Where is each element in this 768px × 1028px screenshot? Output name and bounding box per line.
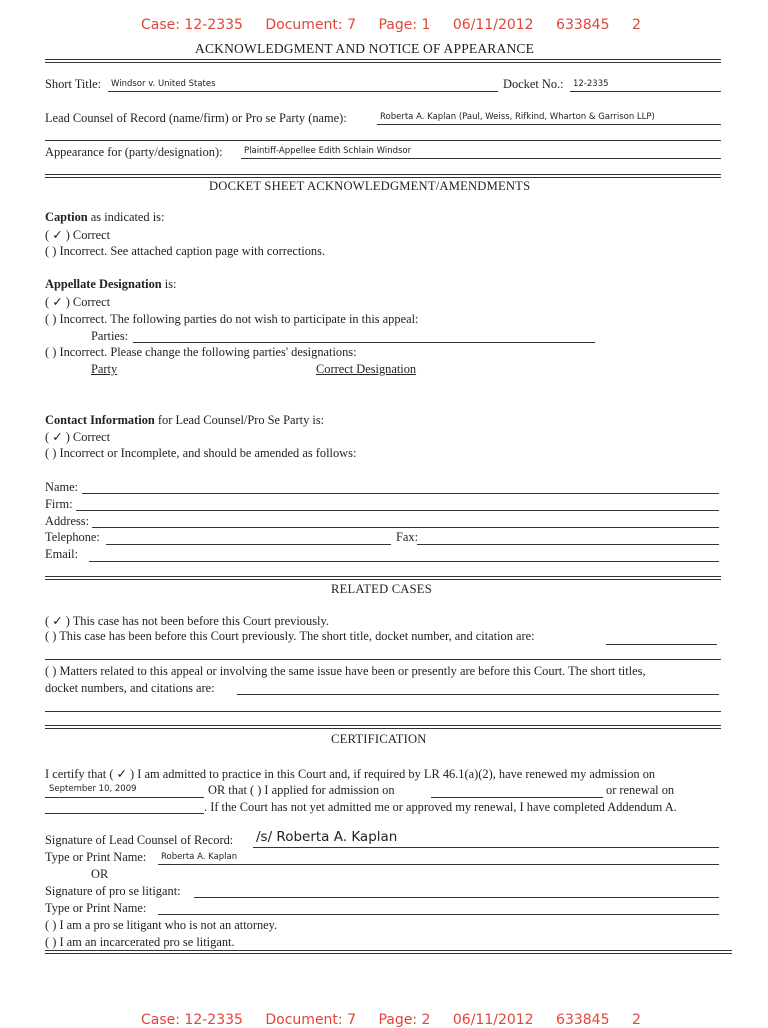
address-line[interactable] bbox=[92, 527, 719, 528]
docket-section-heading: DOCKET SHEET ACKNOWLEDGMENT/AMENDMENTS bbox=[209, 179, 531, 193]
address-label: Address: bbox=[45, 514, 90, 528]
header-count: 2 bbox=[631, 17, 641, 33]
incarcerated-option[interactable]: ( ) I am an incarcerated pro se litigant. bbox=[45, 935, 235, 949]
email-label: Email: bbox=[45, 547, 79, 561]
appellate-correct[interactable]: ( ✓ ) Correct bbox=[45, 295, 111, 309]
form-title: ACKNOWLEDGMENT AND NOTICE OF APPEARANCE bbox=[195, 41, 535, 56]
header-document: Document: 7 bbox=[265, 17, 356, 33]
pro-se-sig-line[interactable] bbox=[194, 897, 719, 898]
short-title-label: Short Title: bbox=[45, 77, 102, 91]
lead-counsel-line bbox=[377, 124, 721, 125]
not-attorney-option[interactable]: ( ) I am a pro se litigant who is not an attorney. bbox=[45, 918, 278, 932]
print-name-label: Type or Print Name: bbox=[45, 850, 147, 864]
or-text: OR bbox=[91, 867, 109, 881]
correct-designation-column bbox=[316, 362, 416, 377]
party-column bbox=[91, 362, 117, 377]
caption-incorrect[interactable]: ( ) Incorrect. See attached caption page with corrections. bbox=[45, 244, 326, 258]
appellate-label: Appellate Designation bbox=[45, 277, 162, 291]
contact-label: Contact Information bbox=[45, 413, 155, 427]
contact-incorrect[interactable]: ( ) Incorrect or Incomplete, and should be amended as follows: bbox=[45, 446, 357, 460]
blank-line bbox=[45, 140, 721, 141]
print-name-value[interactable]: Roberta A. Kaplan bbox=[161, 852, 238, 862]
party-column-label: Party bbox=[91, 362, 118, 376]
related-heading: RELATED CASES bbox=[331, 582, 432, 596]
or-renewal-on: or renewal on bbox=[606, 783, 675, 797]
related-blank-line-2 bbox=[45, 711, 721, 712]
contact-line bbox=[45, 413, 324, 428]
contact-suffix: for Lead Counsel/Pro Se Party is: bbox=[154, 413, 325, 427]
caption-label: Caption bbox=[45, 210, 88, 224]
related-before-line[interactable] bbox=[606, 644, 717, 645]
parties-line bbox=[133, 342, 595, 343]
applied-date-line[interactable] bbox=[431, 797, 603, 798]
or-that-applied[interactable]: OR that ( ) I applied for admission on bbox=[208, 783, 395, 797]
related-citations-line[interactable] bbox=[237, 694, 719, 695]
telephone-label: Telephone: bbox=[45, 530, 100, 544]
admission-date-line bbox=[45, 797, 204, 798]
fax-line[interactable] bbox=[417, 544, 719, 545]
addendum-line: . If the Court has not yet admitted me or approved my renewal, I have completed Addendum A. bbox=[204, 800, 677, 814]
related-matters-2: docket numbers, and citations are: bbox=[45, 681, 215, 695]
short-title-value[interactable]: Windsor v. United States bbox=[111, 79, 216, 89]
footer-date: 06/11/2012 bbox=[452, 1012, 534, 1028]
related-section-rule bbox=[45, 576, 721, 580]
renewal-date-line[interactable] bbox=[45, 813, 204, 814]
lead-signature[interactable]: /s/ Roberta A. Kaplan bbox=[256, 829, 398, 845]
header-case: Case: 12-2335 bbox=[141, 17, 243, 33]
related-before[interactable]: ( ) This case has been before this Court previously. The short title, docket number, and citation are: bbox=[45, 629, 535, 643]
appellate-line bbox=[45, 277, 177, 292]
appellate-incorrect-2[interactable]: ( ) Incorrect. Please change the following parties' designations: bbox=[45, 345, 357, 359]
page-header bbox=[141, 17, 659, 33]
telephone-line[interactable] bbox=[106, 544, 391, 545]
certify-line[interactable]: I certify that ( ✓ ) I am admitted to practice in this Court and, if required by LR 46.1(a)(2), have renewed my admission on bbox=[45, 767, 656, 781]
firm-label: Firm: bbox=[45, 497, 73, 511]
appearance-label: Appearance for (party/designation): bbox=[45, 145, 223, 159]
caption-correct[interactable]: ( ✓ ) Correct bbox=[45, 228, 111, 242]
bottom-rule bbox=[45, 950, 732, 954]
related-blank-line bbox=[45, 659, 721, 660]
footer-page: Page: 2 bbox=[378, 1012, 431, 1028]
title-rule bbox=[45, 59, 721, 63]
admission-date[interactable]: September 10, 2009 bbox=[49, 784, 137, 794]
lead-sig-label: Signature of Lead Counsel of Record: bbox=[45, 833, 234, 847]
caption-line bbox=[45, 210, 164, 225]
email-line[interactable] bbox=[89, 561, 719, 562]
certification-heading: CERTIFICATION bbox=[331, 732, 427, 746]
docket-line bbox=[570, 91, 721, 92]
header-page: Page: 1 bbox=[378, 17, 431, 33]
name-line[interactable] bbox=[82, 493, 719, 494]
docket-value[interactable]: 12-2335 bbox=[573, 79, 609, 89]
related-not-before[interactable]: ( ✓ ) This case has not been before this Court previously. bbox=[45, 614, 329, 628]
parties-label: Parties: bbox=[91, 329, 129, 343]
short-title-line bbox=[108, 91, 498, 92]
name-label: Name: bbox=[45, 480, 79, 494]
correct-designation-label: Correct Designation bbox=[316, 362, 417, 376]
header-id: 633845 bbox=[556, 17, 610, 33]
print-name-line bbox=[158, 864, 719, 865]
certification-rule bbox=[45, 725, 721, 729]
docket-section-rule bbox=[45, 174, 721, 178]
pro-se-sig-label: Signature of pro se litigant: bbox=[45, 884, 181, 898]
pro-se-print-label: Type or Print Name: bbox=[45, 901, 147, 915]
appellate-suffix: is: bbox=[161, 277, 177, 291]
lead-counsel-label: Lead Counsel of Record (name/firm) or Pro se Party (name): bbox=[45, 111, 347, 125]
pro-se-print-line[interactable] bbox=[158, 914, 719, 915]
appearance-line bbox=[241, 158, 721, 159]
lead-sig-line bbox=[253, 847, 719, 848]
fax-label: Fax: bbox=[396, 530, 419, 544]
page-footer bbox=[141, 1012, 659, 1028]
footer-document: Document: 7 bbox=[265, 1012, 356, 1028]
docket-label: Docket No.: bbox=[503, 77, 564, 91]
contact-correct[interactable]: ( ✓ ) Correct bbox=[45, 430, 111, 444]
firm-line[interactable] bbox=[76, 510, 719, 511]
lead-counsel-value[interactable]: Roberta A. Kaplan (Paul, Weiss, Rifkind, Wharton & Garrison LLP) bbox=[380, 112, 655, 122]
header-date: 06/11/2012 bbox=[452, 17, 534, 33]
appearance-value[interactable]: Plaintiff-Appellee Edith Schlain Windsor bbox=[244, 146, 412, 156]
appellate-incorrect-1[interactable]: ( ) Incorrect. The following parties do not wish to participate in this appeal: bbox=[45, 312, 419, 326]
footer-count: 2 bbox=[631, 1012, 641, 1028]
footer-id: 633845 bbox=[556, 1012, 610, 1028]
footer-case: Case: 12-2335 bbox=[141, 1012, 243, 1028]
caption-suffix: as indicated is: bbox=[87, 210, 165, 224]
related-matters[interactable]: ( ) Matters related to this appeal or involving the same issue have been or presently are before this Court. The short titles, bbox=[45, 664, 646, 678]
